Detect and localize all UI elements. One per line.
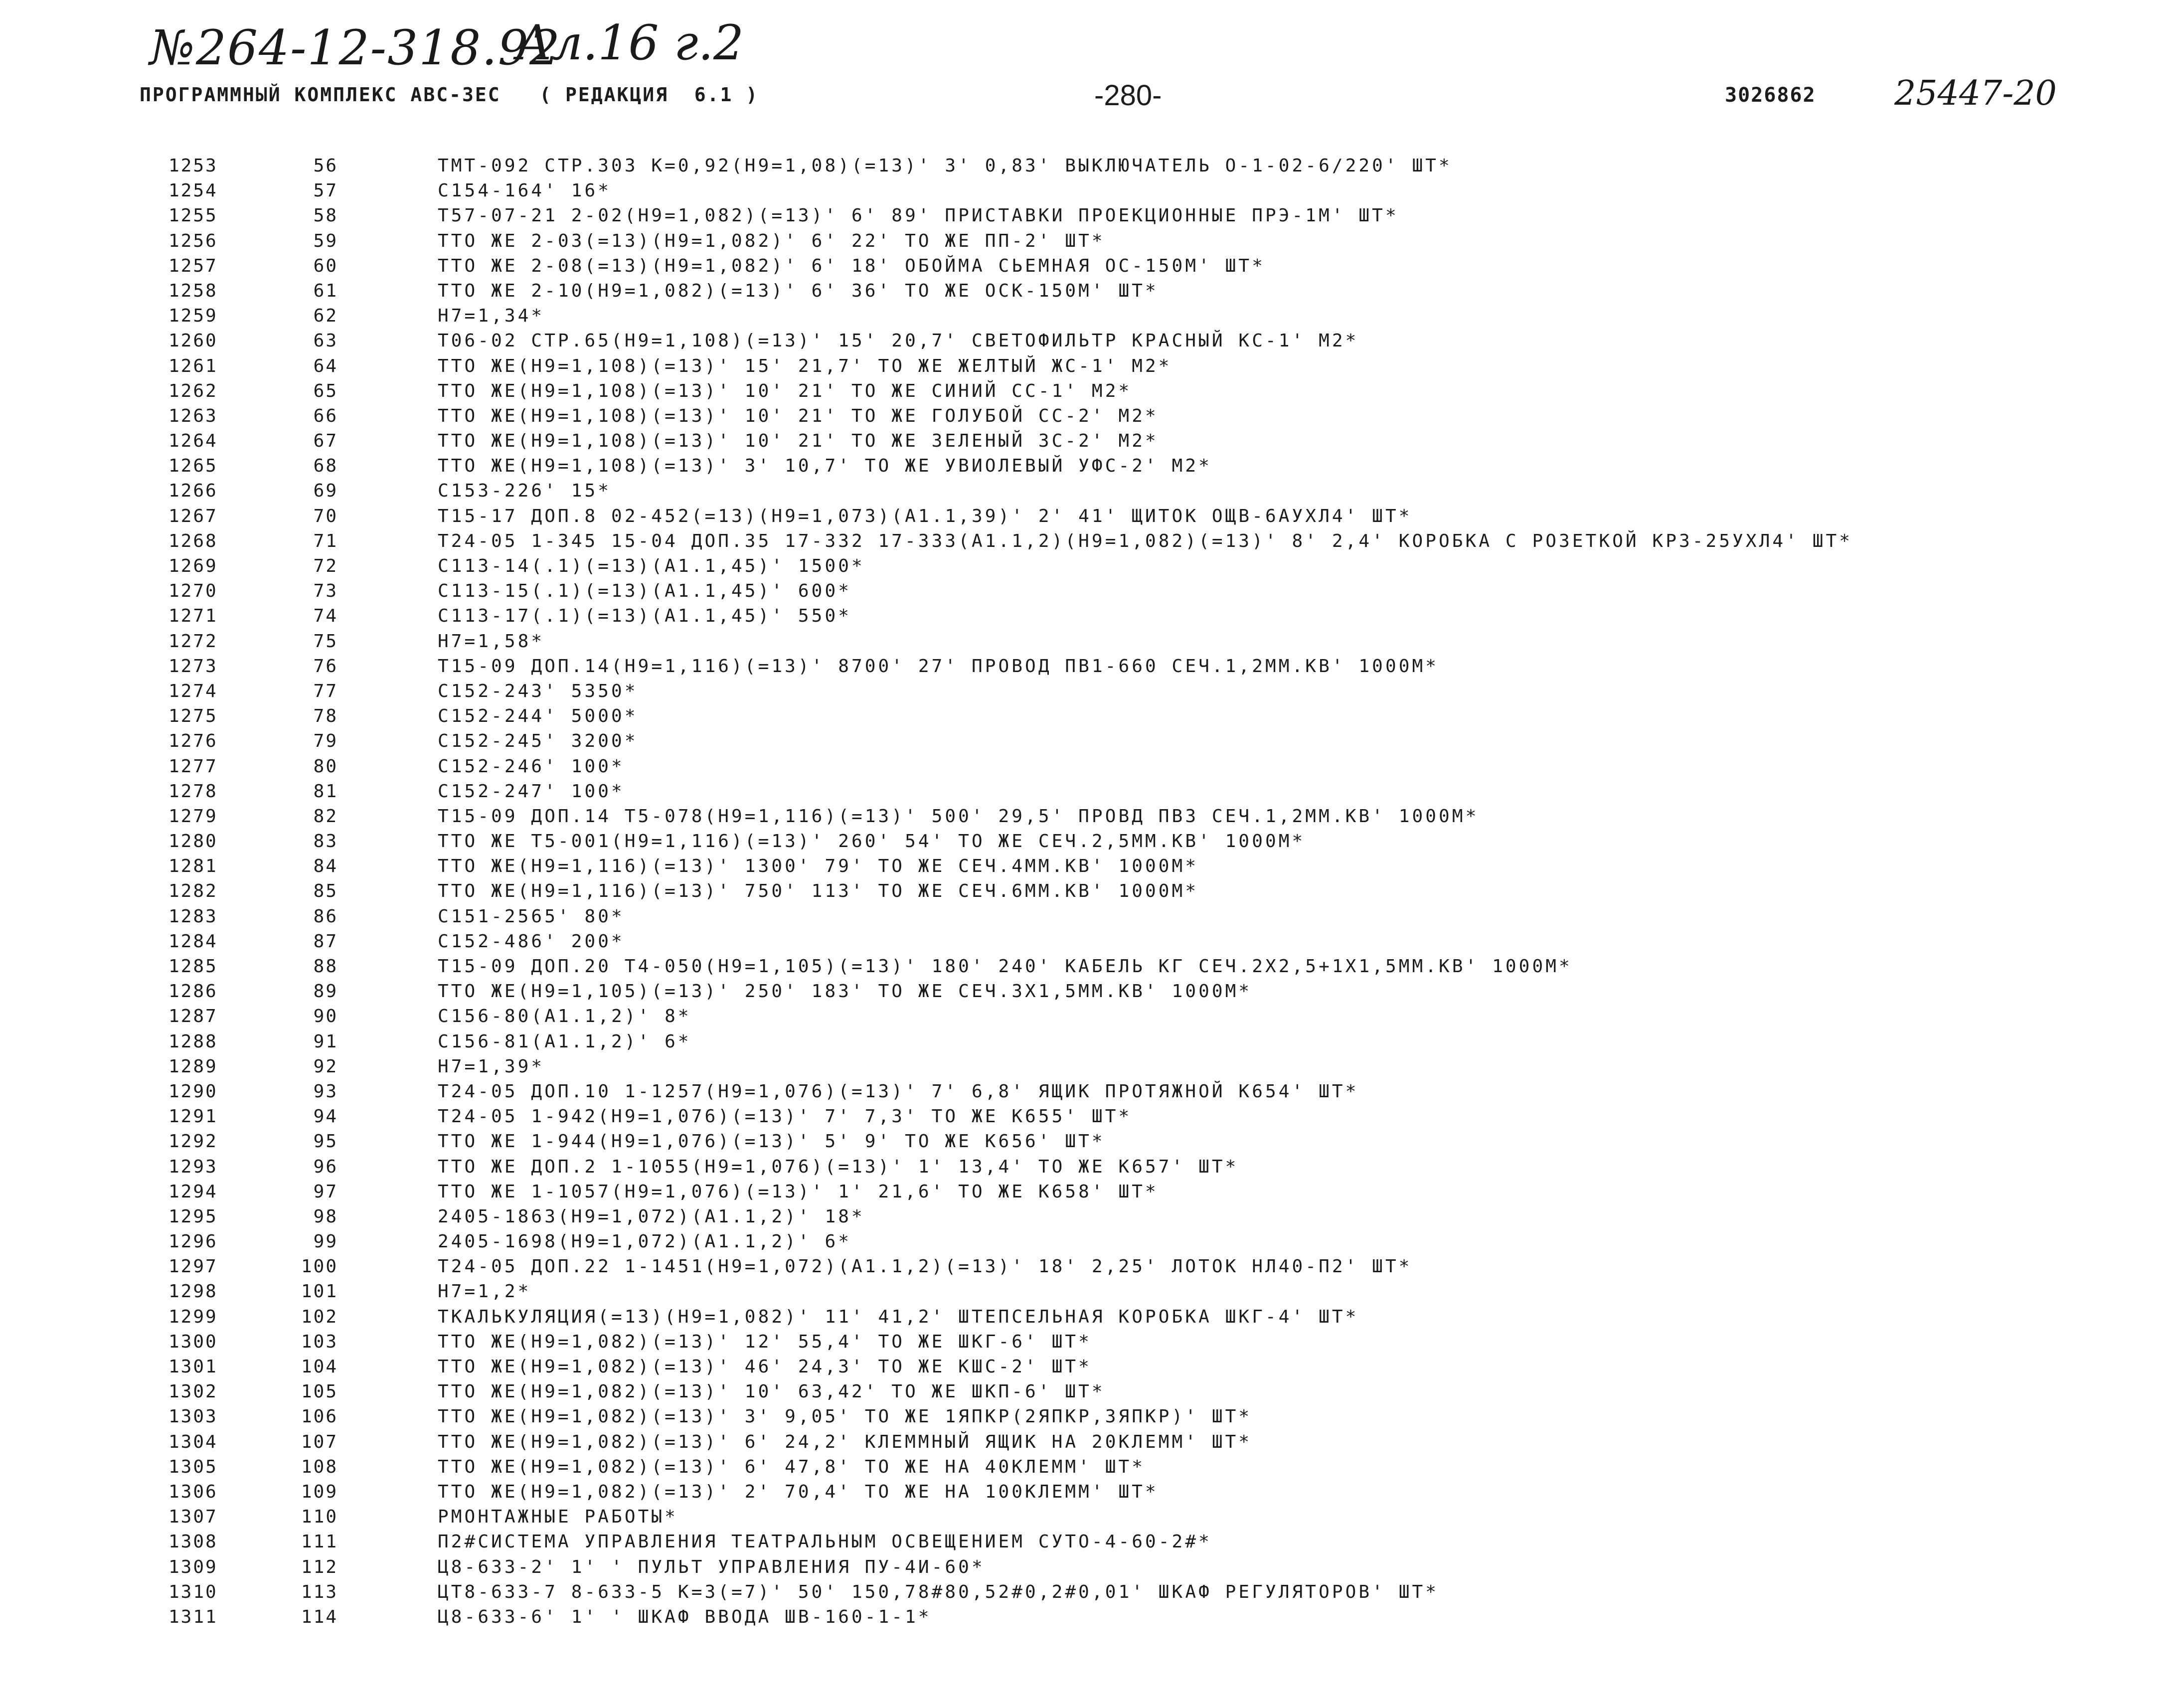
listing-row [0, 1029, 2179, 1054]
line-number: 1253 [168, 156, 218, 176]
record-text: ТТО ЖЕ(Н9=1,082)(=13)' 2' 70,4' ТО ЖЕ НА 100КЛЕММ' ШТ* [438, 1481, 1159, 1502]
record-text: С152-245' 3200* [438, 731, 638, 752]
record-text: Т24-05 1-345 15-04 ДОП.35 17-332 17-333(А1.1,2)(Н9=1,082)(=13)' 8' 2,4' КОРОБКА С РОЗЕТКОЙ КРЗ-25УХЛ4' ШТ* [438, 530, 1853, 551]
sequence-number: 72 [313, 556, 338, 576]
listing-row [0, 1530, 2179, 1554]
sequence-number: 91 [313, 1031, 338, 1052]
record-text: П2#СИСТЕМА УПРАВЛЕНИЯ ТЕАТРАЛЬНЫМ ОСВЕЩЕНИЕМ СУТО-4-60-2#* [438, 1532, 1212, 1552]
line-number: 1288 [168, 1031, 218, 1052]
sequence-number: 92 [313, 1056, 338, 1077]
line-number: 1290 [168, 1081, 218, 1102]
line-number: 1283 [168, 906, 218, 927]
listing-row [0, 1330, 2179, 1355]
sequence-number: 64 [313, 355, 338, 376]
listing-row [0, 1079, 2179, 1104]
line-number: 1257 [168, 255, 218, 276]
sequence-number: 95 [313, 1131, 338, 1152]
line-number: 1299 [168, 1306, 218, 1327]
line-number: 1291 [168, 1106, 218, 1127]
listing-row [0, 454, 2179, 479]
line-number: 1256 [168, 230, 218, 251]
line-number: 1259 [168, 306, 218, 327]
listing-row [0, 629, 2179, 654]
listing-row [0, 229, 2179, 254]
listing-row [0, 854, 2179, 879]
document-code: 3026862 [1725, 84, 1816, 107]
line-number: 1307 [168, 1507, 218, 1528]
record-text: ТТО ЖЕ(Н9=1,082)(=13)' 6' 47,8' ТО ЖЕ НА 40КЛЕММ' ШТ* [438, 1456, 1146, 1477]
sequence-number: 78 [313, 706, 338, 727]
record-text: ТКАЛЬКУЛЯЦИЯ(=13)(Н9=1,082)' 11' 41,2' ШТЕПСЕЛЬНАЯ КОРОБКА ШКГ-4' ШТ* [438, 1306, 1359, 1327]
sequence-number: 77 [313, 681, 338, 701]
line-number: 1274 [168, 681, 218, 701]
listing-row [0, 704, 2179, 729]
listing [0, 154, 2179, 1630]
sequence-number: 98 [313, 1206, 338, 1227]
listing-row [0, 904, 2179, 929]
sequence-number: 100 [301, 1256, 338, 1277]
sequence-number: 66 [313, 405, 338, 426]
record-text: С156-81(А1.1,2)' 6* [438, 1031, 691, 1052]
sequence-number: 84 [313, 856, 338, 877]
line-number: 1280 [168, 831, 218, 852]
listing-row [0, 1505, 2179, 1530]
sequence-number: 106 [301, 1406, 338, 1427]
listing-row [0, 504, 2179, 529]
record-text: ТТО ЖЕ(Н9=1,082)(=13)' 10' 63,42' ТО ЖЕ ШКП-6' ШТ* [438, 1381, 1105, 1402]
line-number: 1302 [168, 1381, 218, 1402]
record-text: ТТО ЖЕ(Н9=1,108)(=13)' 10' 21' ТО ЖЕ ГОЛУБОЙ СС-2' М2* [438, 405, 1159, 426]
sequence-number: 60 [313, 255, 338, 276]
line-number: 1296 [168, 1231, 218, 1252]
listing-row [0, 1054, 2179, 1079]
sequence-number: 68 [313, 456, 338, 477]
sequence-number: 113 [301, 1581, 338, 1602]
listing-row [0, 379, 2179, 404]
line-number: 1284 [168, 931, 218, 952]
record-text: Т15-09 ДОП.14(Н9=1,116)(=13)' 8700' 27' ПРОВОД ПВ1-660 СЕЧ.1,2ММ.КВ' 1000М* [438, 656, 1439, 677]
record-text: С152-244' 5000* [438, 706, 638, 727]
record-text: Ц8-633-6' 1' ' ШКАФ ВВОДА ШВ-160-1-1* [438, 1606, 932, 1627]
line-number: 1303 [168, 1406, 218, 1427]
line-number: 1262 [168, 380, 218, 401]
listing-row [0, 178, 2179, 203]
listing-row [0, 1305, 2179, 1330]
sequence-number: 104 [301, 1357, 338, 1377]
listing-row [0, 1204, 2179, 1229]
sequence-number: 59 [313, 230, 338, 251]
record-text: ТТО ЖЕ(Н9=1,082)(=13)' 12' 55,4' ТО ЖЕ ШКГ-6' ШТ* [438, 1331, 1092, 1352]
line-number: 1270 [168, 581, 218, 602]
listing-row [0, 529, 2179, 554]
record-text: Н7=1,34* [438, 306, 545, 327]
record-text: ТТО ЖЕ(Н9=1,116)(=13)' 750' 113' ТО ЖЕ СЕЧ.6ММ.КВ' 1000М* [438, 881, 1199, 902]
sequence-number: 69 [313, 481, 338, 502]
line-number: 1295 [168, 1206, 218, 1227]
record-text: ТТО ЖЕ Т5-001(Н9=1,116)(=13)' 260' 54' ТО ЖЕ СЕЧ.2,5ММ.КВ' 1000М* [438, 831, 1306, 852]
record-text: ТТО ЖЕ 2-10(Н9=1,082)(=13)' 6' 36' ТО ЖЕ ОСК-150М' ШТ* [438, 280, 1159, 301]
listing-row [0, 479, 2179, 504]
listing-row [0, 1180, 2179, 1204]
line-number: 1306 [168, 1481, 218, 1502]
listing-row [0, 1580, 2179, 1605]
sequence-number: 74 [313, 606, 338, 627]
sequence-number: 81 [313, 781, 338, 802]
sequence-number: 102 [301, 1306, 338, 1327]
listing-row [0, 1404, 2179, 1429]
sequence-number: 89 [313, 981, 338, 1002]
record-text: С113-17(.1)(=13)(А1.1,45)' 550* [438, 606, 851, 627]
handwritten-doc-number: №264-12-318.92 [150, 20, 561, 76]
sequence-number: 83 [313, 831, 338, 852]
line-number: 1292 [168, 1131, 218, 1152]
line-number: 1263 [168, 405, 218, 426]
sequence-number: 112 [301, 1556, 338, 1577]
sequence-number: 101 [301, 1281, 338, 1302]
record-text: ТТО ЖЕ(Н9=1,108)(=13)' 15' 21,7' ТО ЖЕ ЖЕЛТЫЙ ЖС-1' М2* [438, 355, 1172, 376]
listing-row [0, 1004, 2179, 1029]
listing-row [0, 679, 2179, 704]
sequence-number: 71 [313, 530, 338, 551]
listing-row [0, 329, 2179, 353]
record-text: Н7=1,39* [438, 1056, 545, 1077]
line-number: 1260 [168, 331, 218, 351]
listing-row [0, 729, 2179, 754]
sequence-number: 111 [301, 1532, 338, 1552]
line-number: 1301 [168, 1357, 218, 1377]
record-text: С153-226' 15* [438, 481, 612, 502]
listing-row [0, 654, 2179, 679]
sequence-number: 94 [313, 1106, 338, 1127]
line-number: 1272 [168, 631, 218, 652]
listing-row [0, 554, 2179, 579]
record-text: ТТО ЖЕ(Н9=1,082)(=13)' 6' 24,2' КЛЕММНЫЙ ЯЩИК НА 20КЛЕММ' ШТ* [438, 1431, 1252, 1452]
record-text: ТТО ЖЕ 1-1057(Н9=1,076)(=13)' 1' 21,6' ТО ЖЕ К658' ШТ* [438, 1181, 1159, 1202]
line-number: 1286 [168, 981, 218, 1002]
record-text: ЦТ8-633-7 8-633-5 К=3(=7)' 50' 150,78#80,52#0,2#0,01' ШКАФ РЕГУЛЯТОРОВ' ШТ* [438, 1581, 1439, 1602]
line-number: 1273 [168, 656, 218, 677]
line-number: 1298 [168, 1281, 218, 1302]
sequence-number: 56 [313, 156, 338, 176]
record-text: Т15-17 ДОП.8 02-452(=13)(Н9=1,073)(А1.1,39)' 2' 41' ЩИТОК ОЩВ-6АУХЛ4' ШТ* [438, 506, 1412, 526]
record-text: Т15-09 ДОП.14 Т5-078(Н9=1,116)(=13)' 500' 29,5' ПРОВД ПВЗ СЕЧ.1,2ММ.КВ' 1000М* [438, 806, 1479, 827]
line-number: 1266 [168, 481, 218, 502]
record-text: Т24-05 ДОП.10 1-1257(Н9=1,076)(=13)' 7' 6,8' ЯЩИК ПРОТЯЖНОЙ К654' ШТ* [438, 1081, 1359, 1102]
line-number: 1278 [168, 781, 218, 802]
record-text: 2405-1698(Н9=1,072)(А1.1,2)' 6* [438, 1231, 851, 1252]
line-number: 1281 [168, 856, 218, 877]
record-text: ТТО ЖЕ(Н9=1,082)(=13)' 46' 24,3' ТО ЖЕ КШС-2' ШТ* [438, 1357, 1092, 1377]
line-number: 1310 [168, 1581, 218, 1602]
sequence-number: 105 [301, 1381, 338, 1402]
sequence-number: 86 [313, 906, 338, 927]
line-number: 1271 [168, 606, 218, 627]
record-text: Т24-05 1-942(Н9=1,076)(=13)' 7' 7,3' ТО ЖЕ К655' ШТ* [438, 1106, 1132, 1127]
listing-row [0, 1555, 2179, 1580]
listing-row [0, 354, 2179, 379]
listing-row [0, 1254, 2179, 1279]
record-text: ТТО ЖЕ(Н9=1,108)(=13)' 3' 10,7' ТО ЖЕ УВИОЛЕВЫЙ УФС-2' М2* [438, 456, 1212, 477]
listing-row [0, 579, 2179, 604]
sequence-number: 82 [313, 806, 338, 827]
listing-row [0, 604, 2179, 629]
line-number: 1258 [168, 280, 218, 301]
sequence-number: 63 [313, 331, 338, 351]
record-text: Т06-02 СТР.65(Н9=1,108)(=13)' 15' 20,7' СВЕТОФИЛЬТР КРАСНЫЙ КС-1' М2* [438, 331, 1359, 351]
listing-row [0, 304, 2179, 329]
record-text: ТТО ЖЕ 2-03(=13)(Н9=1,082)' 6' 22' ТО ЖЕ ПП-2' ШТ* [438, 230, 1105, 251]
sequence-number: 61 [313, 280, 338, 301]
listing-row [0, 1355, 2179, 1379]
line-number: 1254 [168, 180, 218, 201]
listing-row [0, 1104, 2179, 1129]
record-text: ТТО ЖЕ 1-944(Н9=1,076)(=13)' 5' 9' ТО ЖЕ К656' ШТ* [438, 1131, 1105, 1152]
record-text: Т24-05 ДОП.22 1-1451(Н9=1,072)(А1.1,2)(=13)' 18' 2,25' ЛОТОК НЛ40-П2' ШТ* [438, 1256, 1412, 1277]
listing-row [0, 1605, 2179, 1630]
listing-row [0, 829, 2179, 854]
sequence-number: 62 [313, 306, 338, 327]
listing-row [0, 203, 2179, 228]
listing-row [0, 1379, 2179, 1404]
line-number: 1285 [168, 956, 218, 977]
sequence-number: 90 [313, 1006, 338, 1027]
sequence-number: 99 [313, 1231, 338, 1252]
line-number: 1311 [168, 1606, 218, 1627]
sequence-number: 67 [313, 431, 338, 452]
line-number: 1265 [168, 456, 218, 477]
line-number: 1269 [168, 556, 218, 576]
line-number: 1264 [168, 431, 218, 452]
sequence-number: 110 [301, 1507, 338, 1528]
line-number: 1308 [168, 1532, 218, 1552]
record-text: Т15-09 ДОП.20 Т4-050(Н9=1,105)(=13)' 180' 240' КАБЕЛЬ КГ СЕЧ.2Х2,5+1Х1,5ММ.КВ' 1000М* [438, 956, 1572, 977]
listing-row [0, 1155, 2179, 1180]
listing-row [0, 979, 2179, 1004]
listing-row [0, 1229, 2179, 1254]
sequence-number: 73 [313, 581, 338, 602]
line-number: 1261 [168, 355, 218, 376]
page-number: -280- [1094, 79, 1162, 112]
line-number: 1279 [168, 806, 218, 827]
record-text: ТТО ЖЕ(Н9=1,108)(=13)' 10' 21' ТО ЖЕ ЗЕЛЕНЫЙ ЗС-2' М2* [438, 431, 1159, 452]
sequence-number: 103 [301, 1331, 338, 1352]
line-number: 1268 [168, 530, 218, 551]
line-number: 1309 [168, 1556, 218, 1577]
record-text: С152-486' 200* [438, 931, 625, 952]
listing-row [0, 779, 2179, 804]
listing-row [0, 429, 2179, 454]
handwritten-sheet-number: Ал.16 г.2 [516, 15, 744, 71]
sequence-number: 57 [313, 180, 338, 201]
sequence-number: 65 [313, 380, 338, 401]
sequence-number: 109 [301, 1481, 338, 1502]
sequence-number: 96 [313, 1156, 338, 1177]
record-text: 2405-1863(Н9=1,072)(А1.1,2)' 18* [438, 1206, 865, 1227]
line-number: 1297 [168, 1256, 218, 1277]
sequence-number: 80 [313, 756, 338, 777]
sequence-number: 85 [313, 881, 338, 902]
sequence-number: 76 [313, 656, 338, 677]
record-text: С113-14(.1)(=13)(А1.1,45)' 1500* [438, 556, 865, 576]
record-text: Т57-07-21 2-02(Н9=1,082)(=13)' 6' 89' ПРИСТАВКИ ПРОЕКЦИОННЫЕ ПРЭ-1М' ШТ* [438, 205, 1399, 226]
record-text: Ц8-633-2' 1' ' ПУЛЬТ УПРАВЛЕНИЯ ПУ-4И-60* [438, 1556, 985, 1577]
record-text: ТТО ЖЕ ДОП.2 1-1055(Н9=1,076)(=13)' 1' 13,4' ТО ЖЕ К657' ШТ* [438, 1156, 1239, 1177]
listing-row [0, 1455, 2179, 1480]
line-number: 1304 [168, 1431, 218, 1452]
record-text: Н7=1,2* [438, 1281, 531, 1302]
line-number: 1267 [168, 506, 218, 526]
listing-row [0, 1279, 2179, 1304]
line-number: 1282 [168, 881, 218, 902]
record-text: С152-247' 100* [438, 781, 625, 802]
sequence-number: 97 [313, 1181, 338, 1202]
sequence-number: 87 [313, 931, 338, 952]
sequence-number: 70 [313, 506, 338, 526]
line-number: 1294 [168, 1181, 218, 1202]
line-number: 1275 [168, 706, 218, 727]
line-number: 1277 [168, 756, 218, 777]
sequence-number: 88 [313, 956, 338, 977]
listing-row [0, 879, 2179, 904]
record-text: С156-80(А1.1,2)' 8* [438, 1006, 691, 1027]
program-header: ПРОГРАММНЫЙ КОМПЛЕКС АВС-3ЕС ( РЕДАКЦИЯ 6.1 ) [140, 84, 759, 106]
record-text: ТТО ЖЕ(Н9=1,105)(=13)' 250' 183' ТО ЖЕ СЕЧ.3Х1,5ММ.КВ' 1000М* [438, 981, 1252, 1002]
record-text: С151-2565' 80* [438, 906, 625, 927]
record-text: ТТО ЖЕ 2-08(=13)(Н9=1,082)' 6' 18' ОБОЙМА СЬЕМНАЯ ОС-150М' ШТ* [438, 255, 1265, 276]
handwritten-right-code: 25447-20 [1894, 74, 2057, 113]
record-text: ТТО ЖЕ(Н9=1,116)(=13)' 1300' 79' ТО ЖЕ СЕЧ.4ММ.КВ' 1000М* [438, 856, 1199, 877]
listing-row [0, 154, 2179, 178]
record-text: РМОНТАЖНЫЕ РАБОТЫ* [438, 1507, 678, 1528]
record-text: Н7=1,58* [438, 631, 545, 652]
listing-row [0, 754, 2179, 779]
sequence-number: 79 [313, 731, 338, 752]
line-number: 1276 [168, 731, 218, 752]
line-number: 1289 [168, 1056, 218, 1077]
record-text: ТТО ЖЕ(Н9=1,108)(=13)' 10' 21' ТО ЖЕ СИНИЙ СС-1' М2* [438, 380, 1132, 401]
listing-row [0, 1430, 2179, 1455]
record-text: С152-243' 5350* [438, 681, 638, 701]
line-number: 1300 [168, 1331, 218, 1352]
sequence-number: 75 [313, 631, 338, 652]
listing-row [0, 279, 2179, 304]
listing-row [0, 1480, 2179, 1505]
sequence-number: 93 [313, 1081, 338, 1102]
record-text: ТМТ-092 СТР.303 К=0,92(Н9=1,08)(=13)' 3' 0,83' ВЫКЛЮЧАТЕЛЬ О-1-02-6/220' ШТ* [438, 156, 1452, 176]
line-number: 1287 [168, 1006, 218, 1027]
listing-row [0, 804, 2179, 829]
listing-row [0, 254, 2179, 279]
listing-row [0, 954, 2179, 979]
line-number: 1293 [168, 1156, 218, 1177]
listing-row [0, 1129, 2179, 1154]
line-number: 1255 [168, 205, 218, 226]
record-text: ТТО ЖЕ(Н9=1,082)(=13)' 3' 9,05' ТО ЖЕ 1ЯПКР(2ЯПКР,3ЯПКР)' ШТ* [438, 1406, 1252, 1427]
record-text: С154-164' 16* [438, 180, 612, 201]
record-text: С152-246' 100* [438, 756, 625, 777]
listing-row [0, 929, 2179, 954]
line-number: 1305 [168, 1456, 218, 1477]
record-text: С113-15(.1)(=13)(А1.1,45)' 600* [438, 581, 851, 602]
listing-row [0, 404, 2179, 429]
sequence-number: 58 [313, 205, 338, 226]
sequence-number: 114 [301, 1606, 338, 1627]
sequence-number: 108 [301, 1456, 338, 1477]
sequence-number: 107 [301, 1431, 338, 1452]
